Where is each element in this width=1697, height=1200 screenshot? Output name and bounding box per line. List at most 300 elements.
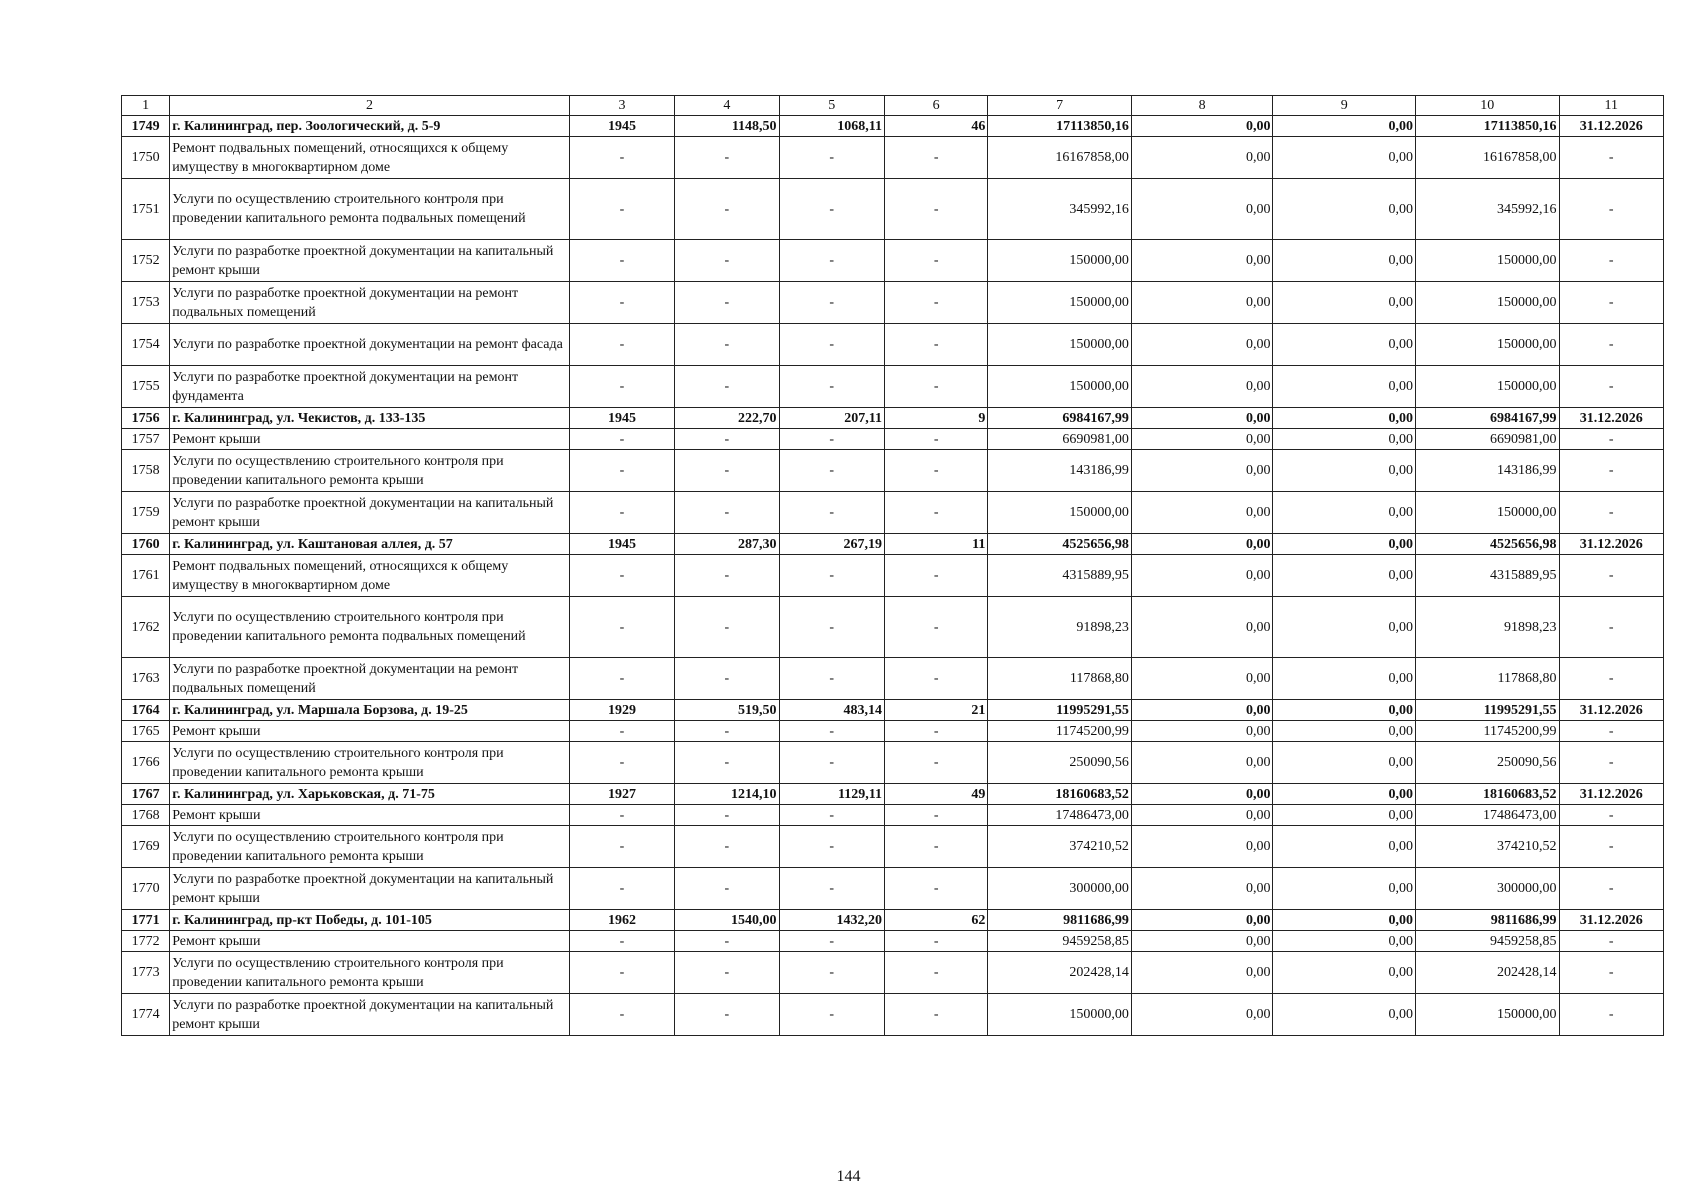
column-number: 6 xyxy=(884,96,987,116)
total-cost: 345992,16 xyxy=(988,179,1132,240)
total-area: - xyxy=(675,324,779,366)
residents-count: - xyxy=(884,282,987,324)
completion-date: - xyxy=(1559,240,1663,282)
total-area: - xyxy=(675,555,779,597)
living-area: - xyxy=(779,721,884,742)
residents-count: - xyxy=(884,492,987,534)
total-area: 1148,50 xyxy=(675,116,779,137)
item-description: Услуги по разработке проектной документации на ремонт подвальных помещений xyxy=(170,658,570,700)
work-row xyxy=(122,429,1664,450)
year-built: - xyxy=(569,826,674,868)
completion-date: - xyxy=(1559,179,1663,240)
owner-funds: 9811686,99 xyxy=(1415,910,1559,931)
total-cost: 117868,80 xyxy=(988,658,1132,700)
row-number: 1760 xyxy=(122,534,170,555)
completion-date: 31.12.2026 xyxy=(1559,700,1663,721)
column-number: 10 xyxy=(1415,96,1559,116)
federal-funds: 0,00 xyxy=(1131,179,1273,240)
owner-funds: 345992,16 xyxy=(1415,179,1559,240)
work-row xyxy=(122,240,1664,282)
work-row xyxy=(122,931,1664,952)
federal-funds: 0,00 xyxy=(1131,910,1273,931)
owner-funds: 6690981,00 xyxy=(1415,429,1559,450)
owner-funds: 9459258,85 xyxy=(1415,931,1559,952)
year-built: - xyxy=(569,868,674,910)
total-cost: 4525656,98 xyxy=(988,534,1132,555)
column-number: 5 xyxy=(779,96,884,116)
year-built: - xyxy=(569,429,674,450)
residents-count: - xyxy=(884,742,987,784)
year-built: - xyxy=(569,994,674,1036)
item-description: Услуги по разработке проектной документации на капитальный ремонт крыши xyxy=(170,994,570,1036)
completion-date: - xyxy=(1559,137,1663,179)
total-cost: 6984167,99 xyxy=(988,408,1132,429)
federal-funds: 0,00 xyxy=(1131,994,1273,1036)
item-description: Услуги по осуществлению строительного контроля при проведении капитального ремонта подвальных помещений xyxy=(170,179,570,240)
total-area: - xyxy=(675,240,779,282)
total-area: - xyxy=(675,721,779,742)
year-built: - xyxy=(569,324,674,366)
item-description: г. Калининград, ул. Чекистов, д. 133-135 xyxy=(170,408,570,429)
column-number: 8 xyxy=(1131,96,1273,116)
item-description: Ремонт подвальных помещений, относящихся к общему имуществу в многоквартирном доме xyxy=(170,555,570,597)
row-number: 1758 xyxy=(122,450,170,492)
address-row xyxy=(122,910,1664,931)
regional-funds: 0,00 xyxy=(1273,366,1416,408)
living-area: - xyxy=(779,952,884,994)
federal-funds: 0,00 xyxy=(1131,805,1273,826)
total-area: 1540,00 xyxy=(675,910,779,931)
residents-count: - xyxy=(884,179,987,240)
completion-date: - xyxy=(1559,994,1663,1036)
residents-count: - xyxy=(884,240,987,282)
year-built: - xyxy=(569,137,674,179)
work-row xyxy=(122,282,1664,324)
total-area: - xyxy=(675,597,779,658)
total-area: - xyxy=(675,994,779,1036)
total-area: - xyxy=(675,826,779,868)
item-description: Ремонт крыши xyxy=(170,429,570,450)
total-cost: 150000,00 xyxy=(988,366,1132,408)
item-description: Ремонт крыши xyxy=(170,931,570,952)
completion-date: - xyxy=(1559,597,1663,658)
item-description: Услуги по разработке проектной документации на ремонт фундамента xyxy=(170,366,570,408)
living-area: 207,11 xyxy=(779,408,884,429)
year-built: - xyxy=(569,952,674,994)
living-area: - xyxy=(779,366,884,408)
total-area: - xyxy=(675,137,779,179)
federal-funds: 0,00 xyxy=(1131,366,1273,408)
total-cost: 17486473,00 xyxy=(988,805,1132,826)
living-area: - xyxy=(779,931,884,952)
completion-date: 31.12.2026 xyxy=(1559,784,1663,805)
residents-count: - xyxy=(884,137,987,179)
federal-funds: 0,00 xyxy=(1131,931,1273,952)
total-cost: 150000,00 xyxy=(988,240,1132,282)
regional-funds: 0,00 xyxy=(1273,658,1416,700)
living-area: - xyxy=(779,826,884,868)
total-area: 222,70 xyxy=(675,408,779,429)
owner-funds: 250090,56 xyxy=(1415,742,1559,784)
regional-funds: 0,00 xyxy=(1273,492,1416,534)
total-cost: 9459258,85 xyxy=(988,931,1132,952)
total-cost: 11995291,55 xyxy=(988,700,1132,721)
total-area: - xyxy=(675,450,779,492)
residents-count: - xyxy=(884,868,987,910)
completion-date: 31.12.2026 xyxy=(1559,534,1663,555)
completion-date: - xyxy=(1559,492,1663,534)
living-area: - xyxy=(779,994,884,1036)
year-built: - xyxy=(569,282,674,324)
residents-count: 49 xyxy=(884,784,987,805)
column-number: 2 xyxy=(170,96,570,116)
regional-funds: 0,00 xyxy=(1273,805,1416,826)
work-row xyxy=(122,742,1664,784)
owner-funds: 11745200,99 xyxy=(1415,721,1559,742)
work-row xyxy=(122,324,1664,366)
federal-funds: 0,00 xyxy=(1131,534,1273,555)
program-table xyxy=(121,95,1664,1036)
federal-funds: 0,00 xyxy=(1131,742,1273,784)
column-number: 9 xyxy=(1273,96,1416,116)
residents-count: - xyxy=(884,826,987,868)
total-area: - xyxy=(675,952,779,994)
residents-count: - xyxy=(884,597,987,658)
completion-date: - xyxy=(1559,931,1663,952)
work-row xyxy=(122,492,1664,534)
work-row xyxy=(122,805,1664,826)
year-built: - xyxy=(569,721,674,742)
column-number: 1 xyxy=(122,96,170,116)
owner-funds: 202428,14 xyxy=(1415,952,1559,994)
row-number: 1753 xyxy=(122,282,170,324)
item-description: Услуги по разработке проектной документации на капитальный ремонт крыши xyxy=(170,240,570,282)
completion-date: - xyxy=(1559,868,1663,910)
year-built: 1945 xyxy=(569,116,674,137)
year-built: 1962 xyxy=(569,910,674,931)
residents-count: 62 xyxy=(884,910,987,931)
completion-date: - xyxy=(1559,324,1663,366)
year-built: 1945 xyxy=(569,408,674,429)
residents-count: 46 xyxy=(884,116,987,137)
owner-funds: 17486473,00 xyxy=(1415,805,1559,826)
row-number: 1767 xyxy=(122,784,170,805)
total-cost: 202428,14 xyxy=(988,952,1132,994)
living-area: - xyxy=(779,137,884,179)
total-area: - xyxy=(675,868,779,910)
federal-funds: 0,00 xyxy=(1131,597,1273,658)
regional-funds: 0,00 xyxy=(1273,324,1416,366)
regional-funds: 0,00 xyxy=(1273,994,1416,1036)
item-description: Ремонт подвальных помещений, относящихся к общему имуществу в многоквартирном доме xyxy=(170,137,570,179)
residents-count: - xyxy=(884,555,987,597)
page-number: 144 xyxy=(836,1168,861,1185)
living-area: 267,19 xyxy=(779,534,884,555)
federal-funds: 0,00 xyxy=(1131,700,1273,721)
federal-funds: 0,00 xyxy=(1131,137,1273,179)
work-row xyxy=(122,179,1664,240)
living-area: - xyxy=(779,429,884,450)
item-description: Услуги по осуществлению строительного контроля при проведении капитального ремонта крыши xyxy=(170,952,570,994)
year-built: 1929 xyxy=(569,700,674,721)
item-description: Услуги по разработке проектной документации на капитальный ремонт крыши xyxy=(170,492,570,534)
year-built: - xyxy=(569,555,674,597)
row-number: 1763 xyxy=(122,658,170,700)
item-description: г. Калининград, ул. Каштановая аллея, д. 57 xyxy=(170,534,570,555)
total-cost: 9811686,99 xyxy=(988,910,1132,931)
regional-funds: 0,00 xyxy=(1273,784,1416,805)
address-row xyxy=(122,784,1664,805)
regional-funds: 0,00 xyxy=(1273,450,1416,492)
completion-date: - xyxy=(1559,429,1663,450)
total-cost: 300000,00 xyxy=(988,868,1132,910)
living-area: - xyxy=(779,450,884,492)
work-row xyxy=(122,555,1664,597)
regional-funds: 0,00 xyxy=(1273,555,1416,597)
work-row xyxy=(122,450,1664,492)
total-cost: 150000,00 xyxy=(988,492,1132,534)
item-description: Услуги по разработке проектной документации на ремонт фасада xyxy=(170,324,570,366)
row-number: 1761 xyxy=(122,555,170,597)
residents-count: - xyxy=(884,721,987,742)
total-cost: 250090,56 xyxy=(988,742,1132,784)
item-description: Услуги по осуществлению строительного контроля при проведении капитального ремонта подвальных помещений xyxy=(170,597,570,658)
residents-count: 21 xyxy=(884,700,987,721)
total-area: 1214,10 xyxy=(675,784,779,805)
row-number: 1756 xyxy=(122,408,170,429)
address-row xyxy=(122,116,1664,137)
row-number: 1765 xyxy=(122,721,170,742)
total-area: - xyxy=(675,492,779,534)
row-number: 1774 xyxy=(122,994,170,1036)
federal-funds: 0,00 xyxy=(1131,952,1273,994)
residents-count: 9 xyxy=(884,408,987,429)
living-area: - xyxy=(779,742,884,784)
item-description: Услуги по осуществлению строительного контроля при проведении капитального ремонта крыши xyxy=(170,450,570,492)
work-row xyxy=(122,137,1664,179)
owner-funds: 300000,00 xyxy=(1415,868,1559,910)
row-number: 1759 xyxy=(122,492,170,534)
federal-funds: 0,00 xyxy=(1131,429,1273,450)
year-built: - xyxy=(569,366,674,408)
living-area: 1432,20 xyxy=(779,910,884,931)
completion-date: 31.12.2026 xyxy=(1559,408,1663,429)
federal-funds: 0,00 xyxy=(1131,784,1273,805)
total-area: - xyxy=(675,282,779,324)
owner-funds: 91898,23 xyxy=(1415,597,1559,658)
federal-funds: 0,00 xyxy=(1131,282,1273,324)
row-number: 1751 xyxy=(122,179,170,240)
work-row xyxy=(122,994,1664,1036)
row-number: 1771 xyxy=(122,910,170,931)
residents-count: - xyxy=(884,994,987,1036)
residents-count: - xyxy=(884,324,987,366)
owner-funds: 150000,00 xyxy=(1415,994,1559,1036)
regional-funds: 0,00 xyxy=(1273,137,1416,179)
owner-funds: 18160683,52 xyxy=(1415,784,1559,805)
residents-count: - xyxy=(884,450,987,492)
year-built: - xyxy=(569,931,674,952)
total-area: 287,30 xyxy=(675,534,779,555)
regional-funds: 0,00 xyxy=(1273,116,1416,137)
regional-funds: 0,00 xyxy=(1273,534,1416,555)
row-number: 1766 xyxy=(122,742,170,784)
item-description: Услуги по осуществлению строительного контроля при проведении капитального ремонта крыши xyxy=(170,742,570,784)
residents-count: - xyxy=(884,658,987,700)
row-number: 1749 xyxy=(122,116,170,137)
living-area: - xyxy=(779,240,884,282)
total-area: - xyxy=(675,742,779,784)
regional-funds: 0,00 xyxy=(1273,240,1416,282)
living-area: - xyxy=(779,492,884,534)
federal-funds: 0,00 xyxy=(1131,658,1273,700)
owner-funds: 17113850,16 xyxy=(1415,116,1559,137)
completion-date: 31.12.2026 xyxy=(1559,910,1663,931)
owner-funds: 4315889,95 xyxy=(1415,555,1559,597)
residents-count: - xyxy=(884,952,987,994)
regional-funds: 0,00 xyxy=(1273,282,1416,324)
item-description: г. Калининград, пер. Зоологический, д. 5-9 xyxy=(170,116,570,137)
regional-funds: 0,00 xyxy=(1273,721,1416,742)
year-built: - xyxy=(569,597,674,658)
regional-funds: 0,00 xyxy=(1273,826,1416,868)
completion-date: - xyxy=(1559,282,1663,324)
work-row xyxy=(122,658,1664,700)
item-description: Ремонт крыши xyxy=(170,805,570,826)
total-area: - xyxy=(675,179,779,240)
owner-funds: 11995291,55 xyxy=(1415,700,1559,721)
year-built: - xyxy=(569,492,674,534)
total-area: - xyxy=(675,429,779,450)
owner-funds: 150000,00 xyxy=(1415,492,1559,534)
living-area: 1068,11 xyxy=(779,116,884,137)
owner-funds: 143186,99 xyxy=(1415,450,1559,492)
item-description: г. Калининград, ул. Харьковская, д. 71-75 xyxy=(170,784,570,805)
residents-count: - xyxy=(884,931,987,952)
completion-date: - xyxy=(1559,952,1663,994)
row-number: 1768 xyxy=(122,805,170,826)
regional-funds: 0,00 xyxy=(1273,597,1416,658)
regional-funds: 0,00 xyxy=(1273,952,1416,994)
row-number: 1770 xyxy=(122,868,170,910)
work-row xyxy=(122,366,1664,408)
row-number: 1762 xyxy=(122,597,170,658)
item-description: Услуги по осуществлению строительного контроля при проведении капитального ремонта крыши xyxy=(170,826,570,868)
residents-count: 11 xyxy=(884,534,987,555)
total-cost: 18160683,52 xyxy=(988,784,1132,805)
federal-funds: 0,00 xyxy=(1131,555,1273,597)
column-number: 4 xyxy=(675,96,779,116)
year-built: - xyxy=(569,240,674,282)
federal-funds: 0,00 xyxy=(1131,450,1273,492)
residents-count: - xyxy=(884,429,987,450)
owner-funds: 150000,00 xyxy=(1415,324,1559,366)
completion-date: - xyxy=(1559,826,1663,868)
living-area: - xyxy=(779,282,884,324)
living-area: - xyxy=(779,805,884,826)
regional-funds: 0,00 xyxy=(1273,931,1416,952)
owner-funds: 150000,00 xyxy=(1415,282,1559,324)
year-built: 1927 xyxy=(569,784,674,805)
federal-funds: 0,00 xyxy=(1131,826,1273,868)
column-number: 11 xyxy=(1559,96,1663,116)
total-area: 519,50 xyxy=(675,700,779,721)
total-cost: 6690981,00 xyxy=(988,429,1132,450)
total-cost: 17113850,16 xyxy=(988,116,1132,137)
total-cost: 374210,52 xyxy=(988,826,1132,868)
owner-funds: 16167858,00 xyxy=(1415,137,1559,179)
completion-date: 31.12.2026 xyxy=(1559,116,1663,137)
row-number: 1764 xyxy=(122,700,170,721)
living-area: 483,14 xyxy=(779,700,884,721)
row-number: 1755 xyxy=(122,366,170,408)
year-built: - xyxy=(569,450,674,492)
row-number: 1750 xyxy=(122,137,170,179)
year-built: - xyxy=(569,742,674,784)
row-number: 1773 xyxy=(122,952,170,994)
federal-funds: 0,00 xyxy=(1131,408,1273,429)
row-number: 1752 xyxy=(122,240,170,282)
federal-funds: 0,00 xyxy=(1131,492,1273,534)
total-area: - xyxy=(675,931,779,952)
regional-funds: 0,00 xyxy=(1273,179,1416,240)
owner-funds: 150000,00 xyxy=(1415,240,1559,282)
completion-date: - xyxy=(1559,450,1663,492)
living-area: - xyxy=(779,868,884,910)
living-area: - xyxy=(779,658,884,700)
total-cost: 150000,00 xyxy=(988,282,1132,324)
year-built: - xyxy=(569,179,674,240)
year-built: - xyxy=(569,658,674,700)
total-area: - xyxy=(675,366,779,408)
item-description: г. Калининград, ул. Маршала Борзова, д. 19-25 xyxy=(170,700,570,721)
residents-count: - xyxy=(884,366,987,408)
total-area: - xyxy=(675,805,779,826)
federal-funds: 0,00 xyxy=(1131,721,1273,742)
regional-funds: 0,00 xyxy=(1273,429,1416,450)
regional-funds: 0,00 xyxy=(1273,408,1416,429)
total-cost: 150000,00 xyxy=(988,324,1132,366)
living-area: - xyxy=(779,179,884,240)
regional-funds: 0,00 xyxy=(1273,868,1416,910)
item-description: Ремонт крыши xyxy=(170,721,570,742)
federal-funds: 0,00 xyxy=(1131,324,1273,366)
total-cost: 4315889,95 xyxy=(988,555,1132,597)
regional-funds: 0,00 xyxy=(1273,742,1416,784)
item-description: Услуги по разработке проектной документации на ремонт подвальных помещений xyxy=(170,282,570,324)
column-number-header xyxy=(122,96,1664,116)
completion-date: - xyxy=(1559,366,1663,408)
regional-funds: 0,00 xyxy=(1273,910,1416,931)
work-row xyxy=(122,721,1664,742)
work-row xyxy=(122,952,1664,994)
work-row xyxy=(122,868,1664,910)
owner-funds: 117868,80 xyxy=(1415,658,1559,700)
year-built: 1945 xyxy=(569,534,674,555)
column-number: 3 xyxy=(569,96,674,116)
item-description: Услуги по разработке проектной документации на капитальный ремонт крыши xyxy=(170,868,570,910)
living-area: - xyxy=(779,324,884,366)
living-area: - xyxy=(779,555,884,597)
work-row xyxy=(122,597,1664,658)
item-description: г. Калининград, пр-кт Победы, д. 101-105 xyxy=(170,910,570,931)
column-number: 7 xyxy=(988,96,1132,116)
total-cost: 150000,00 xyxy=(988,994,1132,1036)
address-row xyxy=(122,534,1664,555)
completion-date: - xyxy=(1559,555,1663,597)
total-area: - xyxy=(675,658,779,700)
address-row xyxy=(122,408,1664,429)
